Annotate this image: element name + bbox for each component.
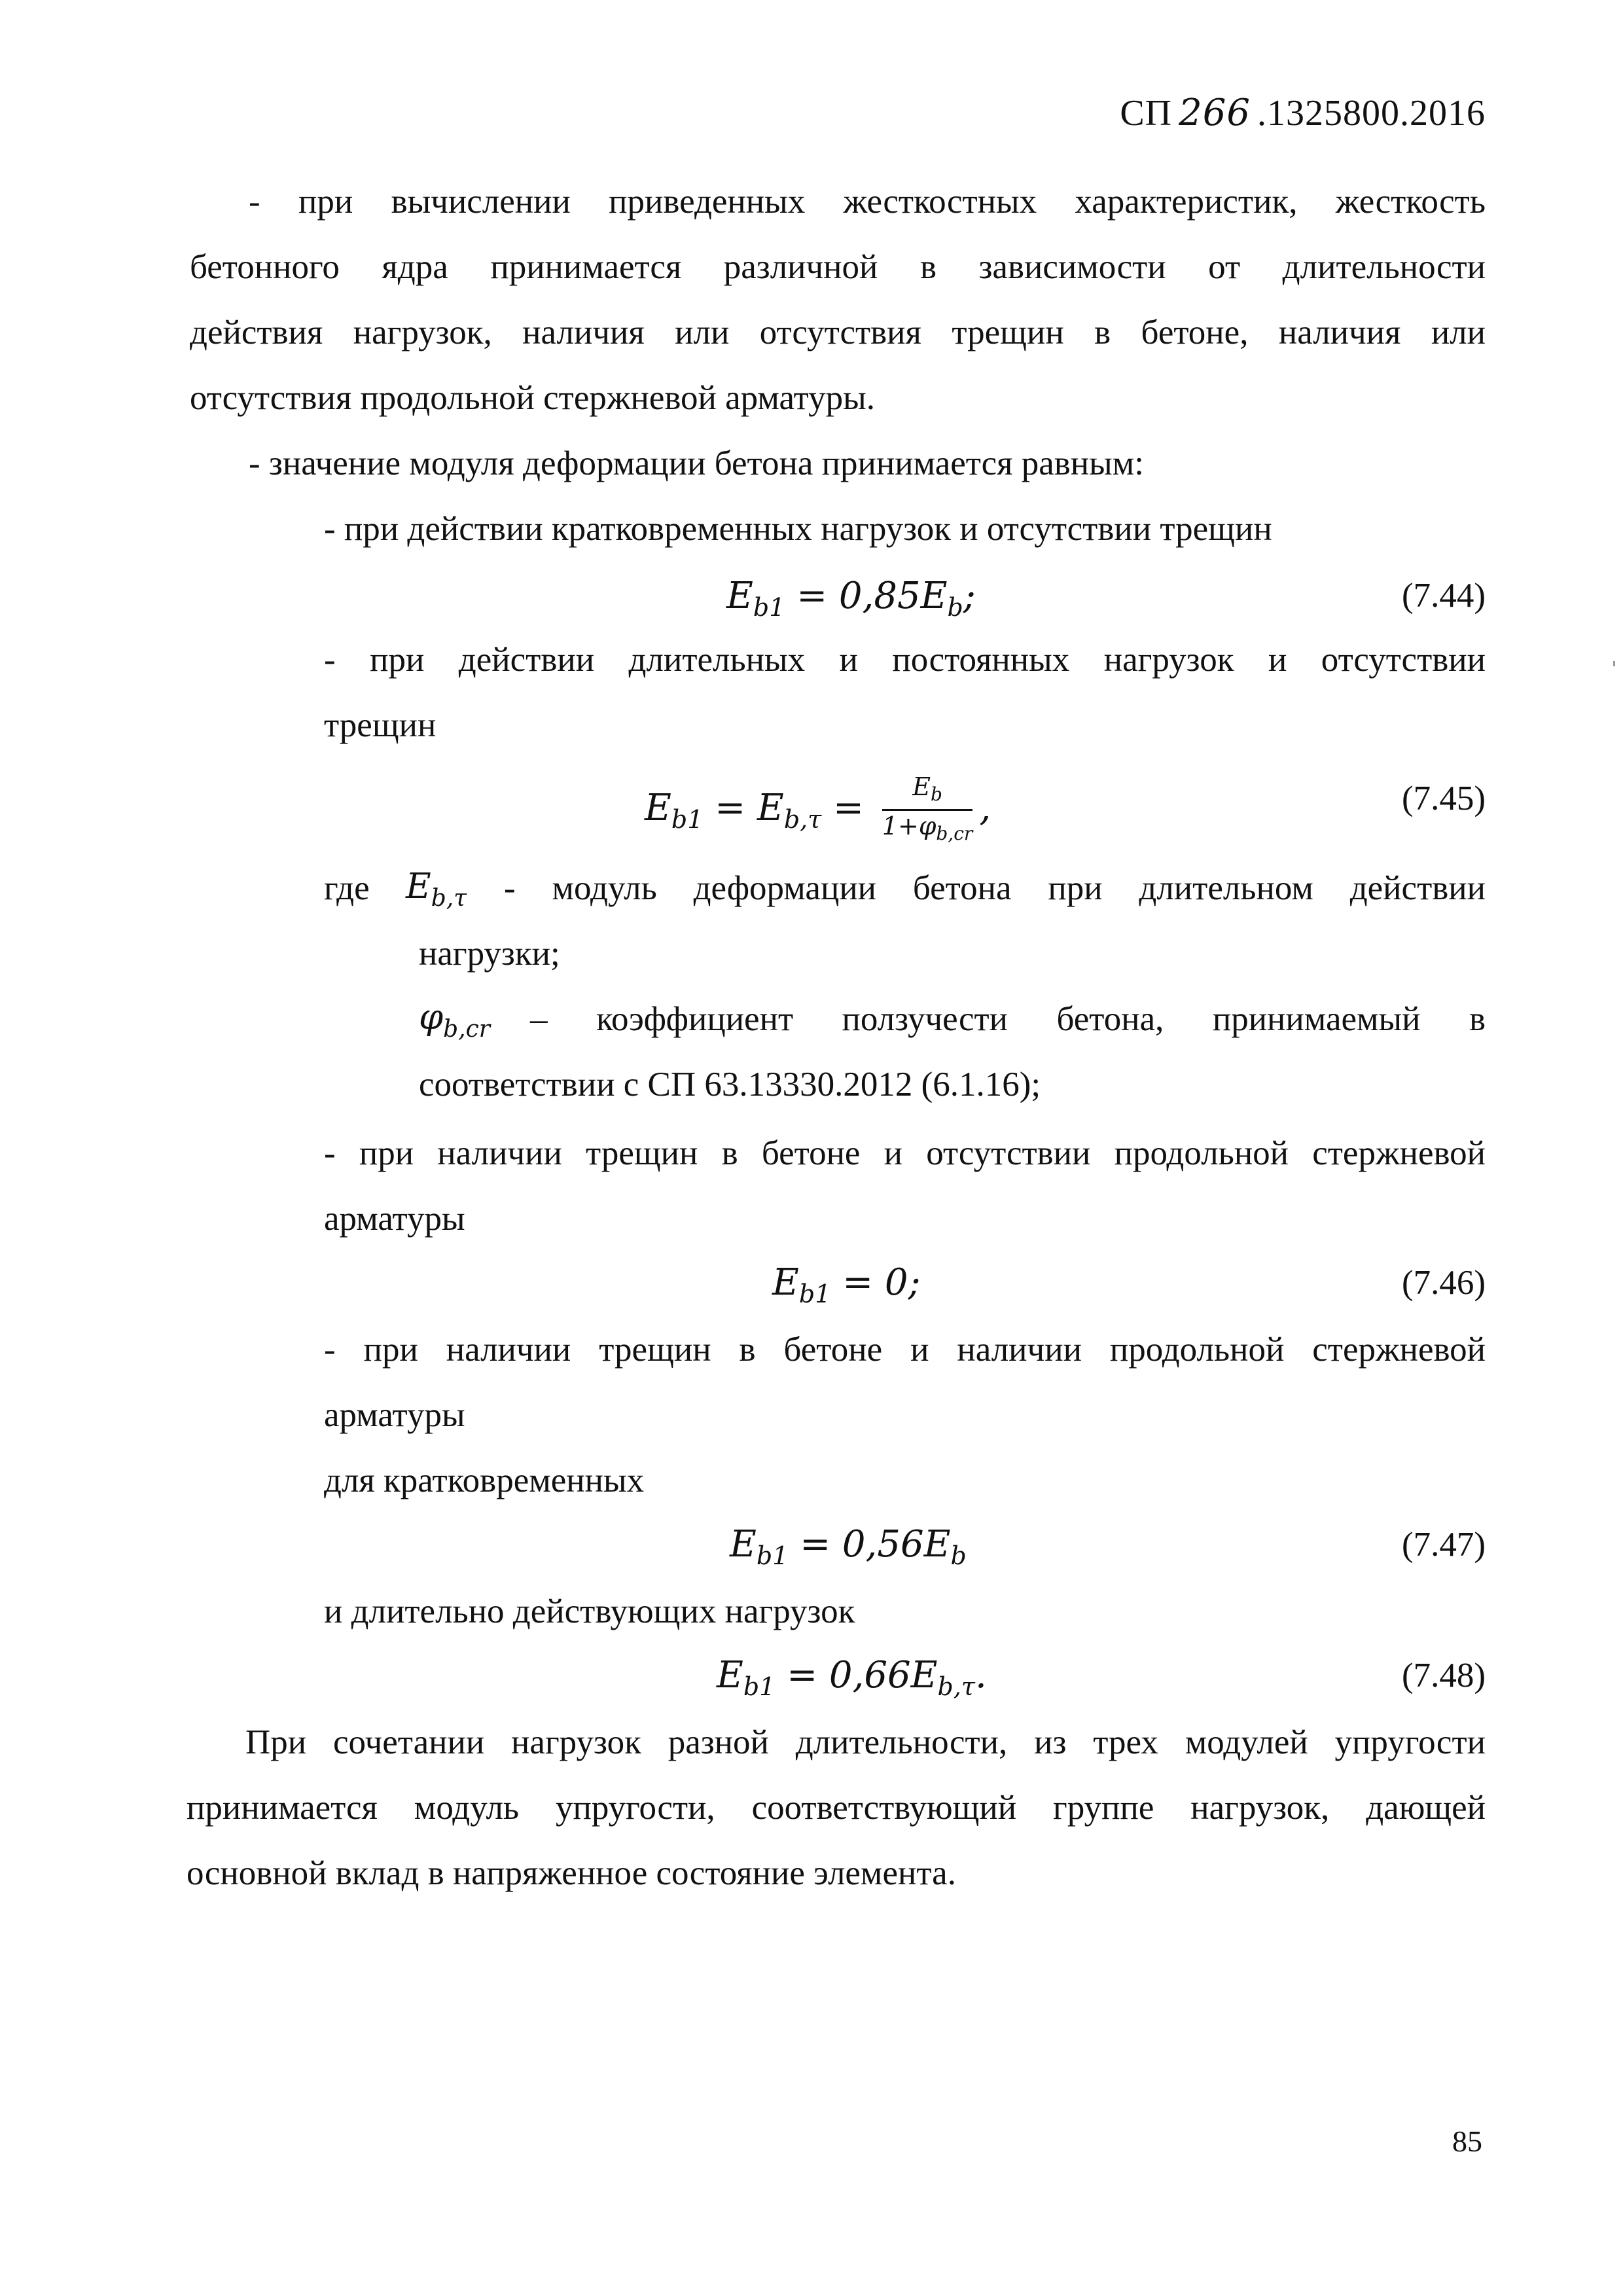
paragraph-9-line-2: принимается модуль упругости, соответствующий группе нагрузок, дающей [187, 1789, 1486, 1827]
paragraph-5-line-2: арматуры [324, 1200, 465, 1238]
equation-number-7-44: (7.44) [1401, 577, 1486, 615]
equation-7-47: $E_{b1} = 0,56E_b$ [730, 1523, 967, 1570]
paragraph-1-line-1: - при вычислении приведенных жесткостных характеристик, жесткость [249, 183, 1486, 221]
where-text-2: – коэффициент ползучести бетона, принимаемый в [530, 1000, 1486, 1038]
handwritten-number: 266 [1179, 92, 1251, 134]
equation-number-7-47: (7.47) [1401, 1526, 1486, 1564]
paragraph-8: и длительно действующих нагрузок [324, 1592, 855, 1630]
equation-number-7-46: (7.46) [1401, 1264, 1486, 1302]
paragraph-4-line-1: - при действии длительных и постоянных нагрузок и отсутствии [324, 641, 1486, 679]
equation-7-46: $E_{b1} = 0$; [772, 1261, 921, 1308]
header-prefix: СП [1120, 93, 1173, 134]
paragraph-6-line-2: арматуры [324, 1396, 465, 1434]
paragraph-5-line-1: - при наличии трещин в бетоне и отсутствии продольной стержневой [324, 1134, 1486, 1172]
document-header [1120, 92, 1486, 134]
paragraph-6-line-1: - при наличии трещин в бетоне и наличии продольной стержневой [324, 1331, 1486, 1369]
equation-number-7-48: (7.48) [1401, 1657, 1486, 1695]
paragraph-9-line-3: основной вклад в напряженное состояние элемента. [187, 1854, 956, 1892]
fraction: $\frac{E_b}{1+\varphi_{b,cr}}$ [882, 772, 973, 844]
paragraph-2: - значение модуля деформации бетона принимается равным: [249, 444, 1145, 482]
equation-number-7-45: (7.45) [1401, 780, 1486, 817]
where-text-1: - модуль деформации бетона при длительном действии [504, 869, 1486, 907]
where-text-1-cont: нагрузки; [419, 935, 560, 973]
paragraph-1-line-2: бетонного ядра принимается различной в зависимости от длительности [190, 248, 1486, 286]
paragraph-4-line-2: трещин [324, 706, 437, 744]
paragraph-9-line-1: При сочетании нагрузок разной длительности, из трех модулей упругости [245, 1723, 1486, 1761]
equation-7-48: $E_{b1} = 0,66E_{b,\tau}$. [717, 1654, 987, 1701]
where-symbol-2: $\varphi_{b,cr}$ [419, 997, 490, 1043]
paragraph-1-line-3: действия нагрузок, наличия или отсутствия трещин в бетоне, наличия или [190, 314, 1486, 351]
where-text-2-cont: соответствии с СП 63.13330.2012 (6.1.16); [419, 1066, 1041, 1103]
scan-mark [1613, 661, 1615, 666]
paragraph-1-line-4: отсутствия продольной стержневой арматуры. [190, 379, 876, 417]
equation-7-44: $E_{b1} = 0,85E_b$; [726, 575, 976, 622]
where-symbol-1: $E_{b,\tau}$ [406, 867, 467, 912]
page-number: 85 [1452, 2125, 1482, 2158]
where-word: где [324, 869, 370, 907]
header-suffix: .1325800.2016 [1257, 93, 1486, 134]
equation-7-45: $E_{b1} = E_{b,\tau}$ = $\frac{E_b}{1+\varphi_{b,cr}}$ , [645, 772, 991, 849]
paragraph-3: - при действии кратковременных нагрузок и отсутствии трещин [324, 510, 1272, 548]
paragraph-7: для кратковременных [324, 1462, 645, 1499]
